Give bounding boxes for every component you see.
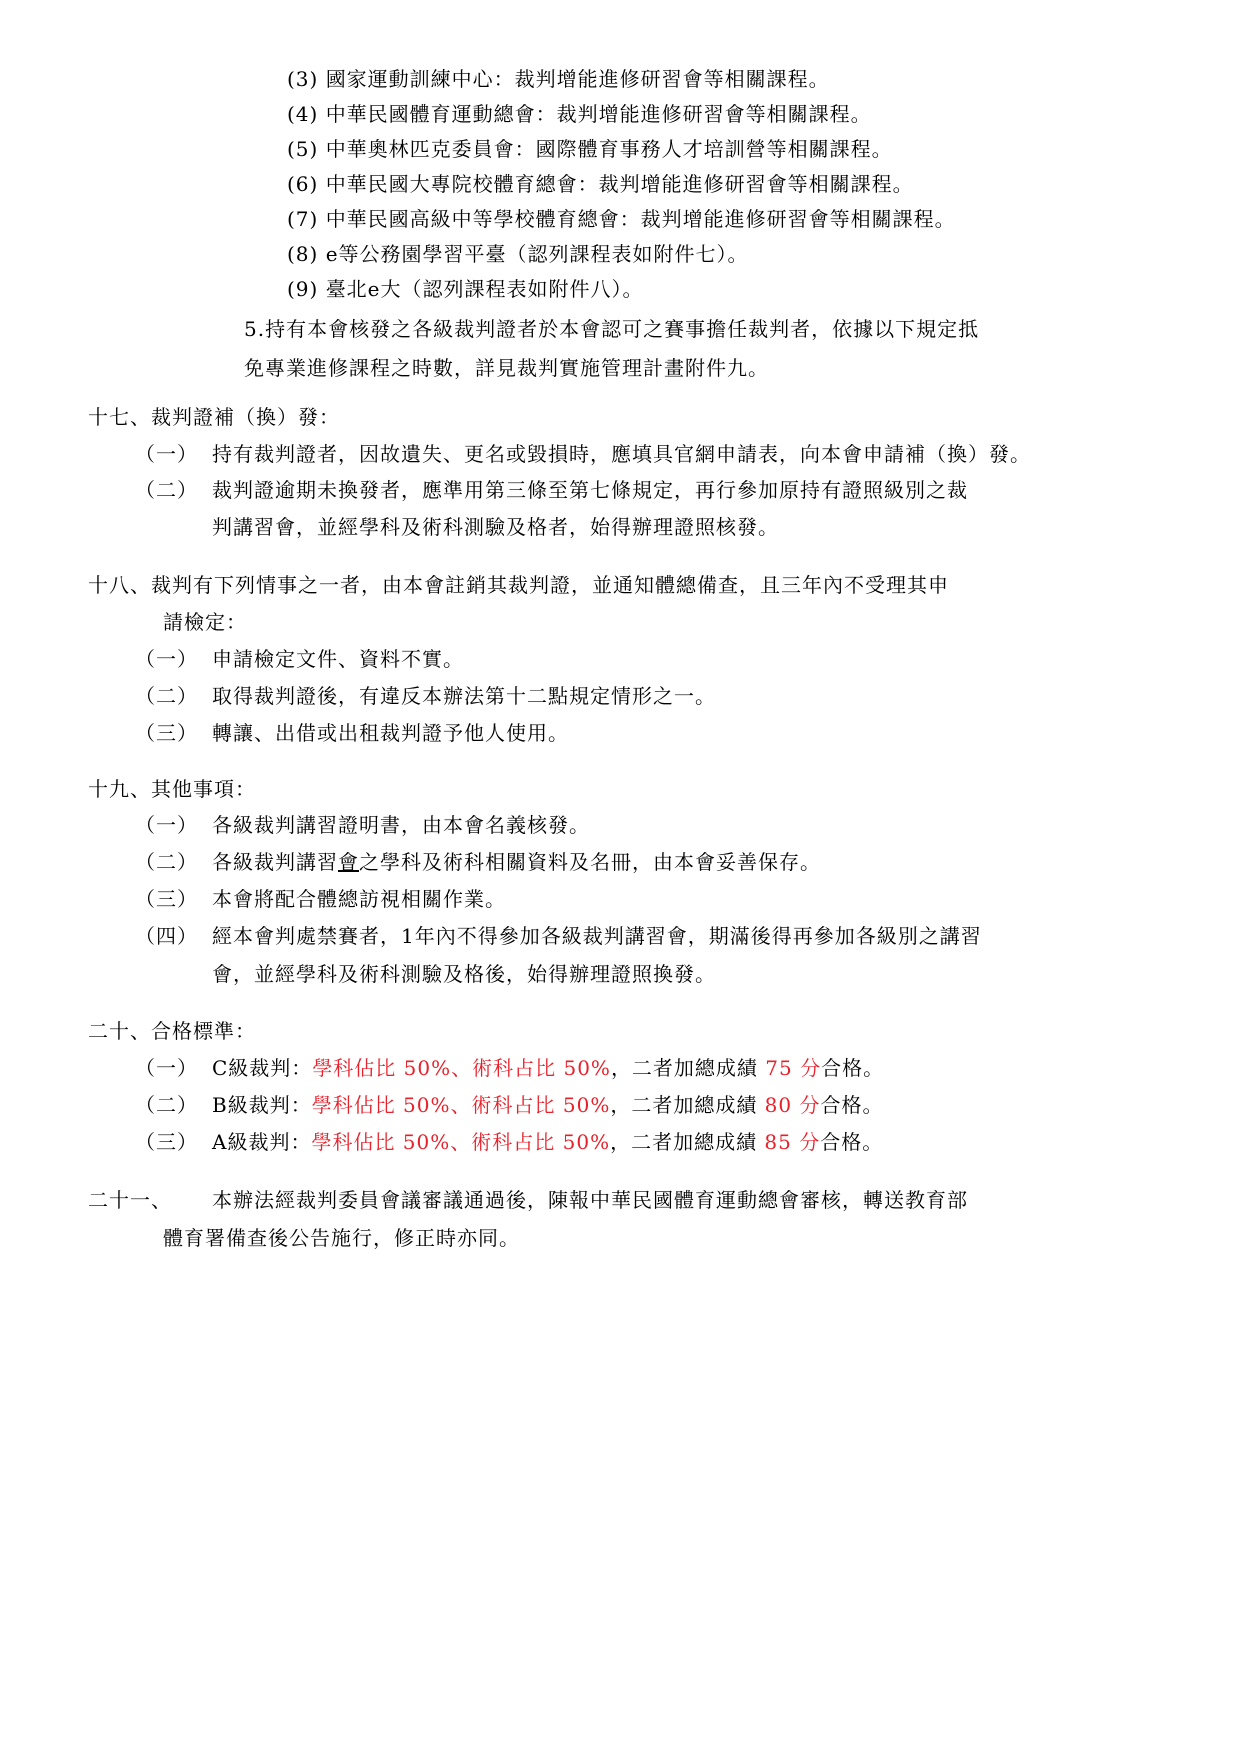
section-17-title: 十七、裁判證補（換）發： xyxy=(88,405,340,429)
item-mark: （四） xyxy=(135,924,198,948)
paragraph-item-5-line1: 5.持有本會核發之各級裁判證者於本會認可之賽事擔任裁判者，依據以下規定抵 xyxy=(244,317,980,341)
list-item: (6) 中華民國大專院校體育總會：裁判增能進修研習會等相關課程。 xyxy=(287,172,914,196)
item-text: 各級裁判講習會之學科及術科相關資料及名冊，由本會妥善保存。 xyxy=(212,850,821,874)
section-18-title: 十八、裁判有下列情事之一者，由本會註銷其裁判證，並通知體總備查，且三年內不受理其申 xyxy=(88,573,949,597)
section-21-mark: 二十一、 xyxy=(88,1188,172,1212)
list-item: (7) 中華民國高級中等學校體育總會：裁判增能進修研習會等相關課程。 xyxy=(287,207,956,231)
item-text: 經本會判處禁賽者，1年內不得參加各級裁判講習會，期滿後得再參加各級別之講習 xyxy=(212,924,982,948)
item-text: 取得裁判證後，有違反本辦法第十二點規定情形之一。 xyxy=(212,684,716,708)
grade-row: A級裁判：學科佔比 50%、術科占比 50%，二者加總成績 85 分合格。 xyxy=(212,1130,884,1154)
item-text: 本會將配合體總訪視相關作業。 xyxy=(212,887,506,911)
item-mark: （二） xyxy=(135,850,198,874)
item-mark: （一） xyxy=(135,647,198,671)
item-text: 裁判證逾期未換發者，應準用第三條至第七條規定，再行參加原持有證照級別之裁 xyxy=(212,478,968,502)
item-mark: （三） xyxy=(135,1130,198,1154)
item-mark: （二） xyxy=(135,684,198,708)
item-text: 持有裁判證者，因故遺失、更名或毀損時，應填具官網申請表，向本會申請補（換）發。 xyxy=(212,442,1031,466)
item-text: 會，並經學科及術科測驗及格後，始得辦理證照換發。 xyxy=(212,962,716,986)
section-18-title-cont: 請檢定： xyxy=(163,610,247,634)
item-text: 申請檢定文件、資料不實。 xyxy=(212,647,464,671)
list-item: (9) 臺北e大（認列課程表如附件八）。 xyxy=(287,277,644,301)
item-mark: （一） xyxy=(135,442,198,466)
grade-row: B級裁判：學科佔比 50%、術科占比 50%，二者加總成績 80 分合格。 xyxy=(212,1093,884,1117)
list-item: (4) 中華民國體育運動總會：裁判增能進修研習會等相關課程。 xyxy=(287,102,872,126)
grade-row: C級裁判：學科佔比 50%、術科占比 50%，二者加總成績 75 分合格。 xyxy=(212,1056,885,1080)
item-text: 判講習會，並經學科及術科測驗及格者，始得辦理證照核發。 xyxy=(212,515,779,539)
section-20-title: 二十、合格標準： xyxy=(88,1019,256,1043)
item-mark: （二） xyxy=(135,1093,198,1117)
item-text: 各級裁判講習證明書，由本會名義核發。 xyxy=(212,813,590,837)
item-mark: （二） xyxy=(135,478,198,502)
section-21-text: 本辦法經裁判委員會議審議通過後，陳報中華民國體育運動總會審核，轉送教育部 xyxy=(212,1188,968,1212)
section-19-title: 十九、其他事項： xyxy=(88,777,256,801)
item-mark: （一） xyxy=(135,1056,198,1080)
item-mark: （三） xyxy=(135,721,198,745)
list-item: (5) 中華奧林匹克委員會：國際體育事務人才培訓營等相關課程。 xyxy=(287,137,893,161)
item-mark: （三） xyxy=(135,887,198,911)
paragraph-item-5-line2: 免專業進修課程之時數，詳見裁判實施管理計畫附件九。 xyxy=(244,356,769,380)
list-item: (3) 國家運動訓練中心：裁判增能進修研習會等相關課程。 xyxy=(287,67,830,91)
section-21-text-cont: 體育署備查後公告施行，修正時亦同。 xyxy=(163,1226,520,1250)
list-item: (8) e等公務園學習平臺（認列課程表如附件七）。 xyxy=(287,242,749,266)
item-text: 轉讓、出借或出租裁判證予他人使用。 xyxy=(212,721,569,745)
item-mark: （一） xyxy=(135,813,198,837)
